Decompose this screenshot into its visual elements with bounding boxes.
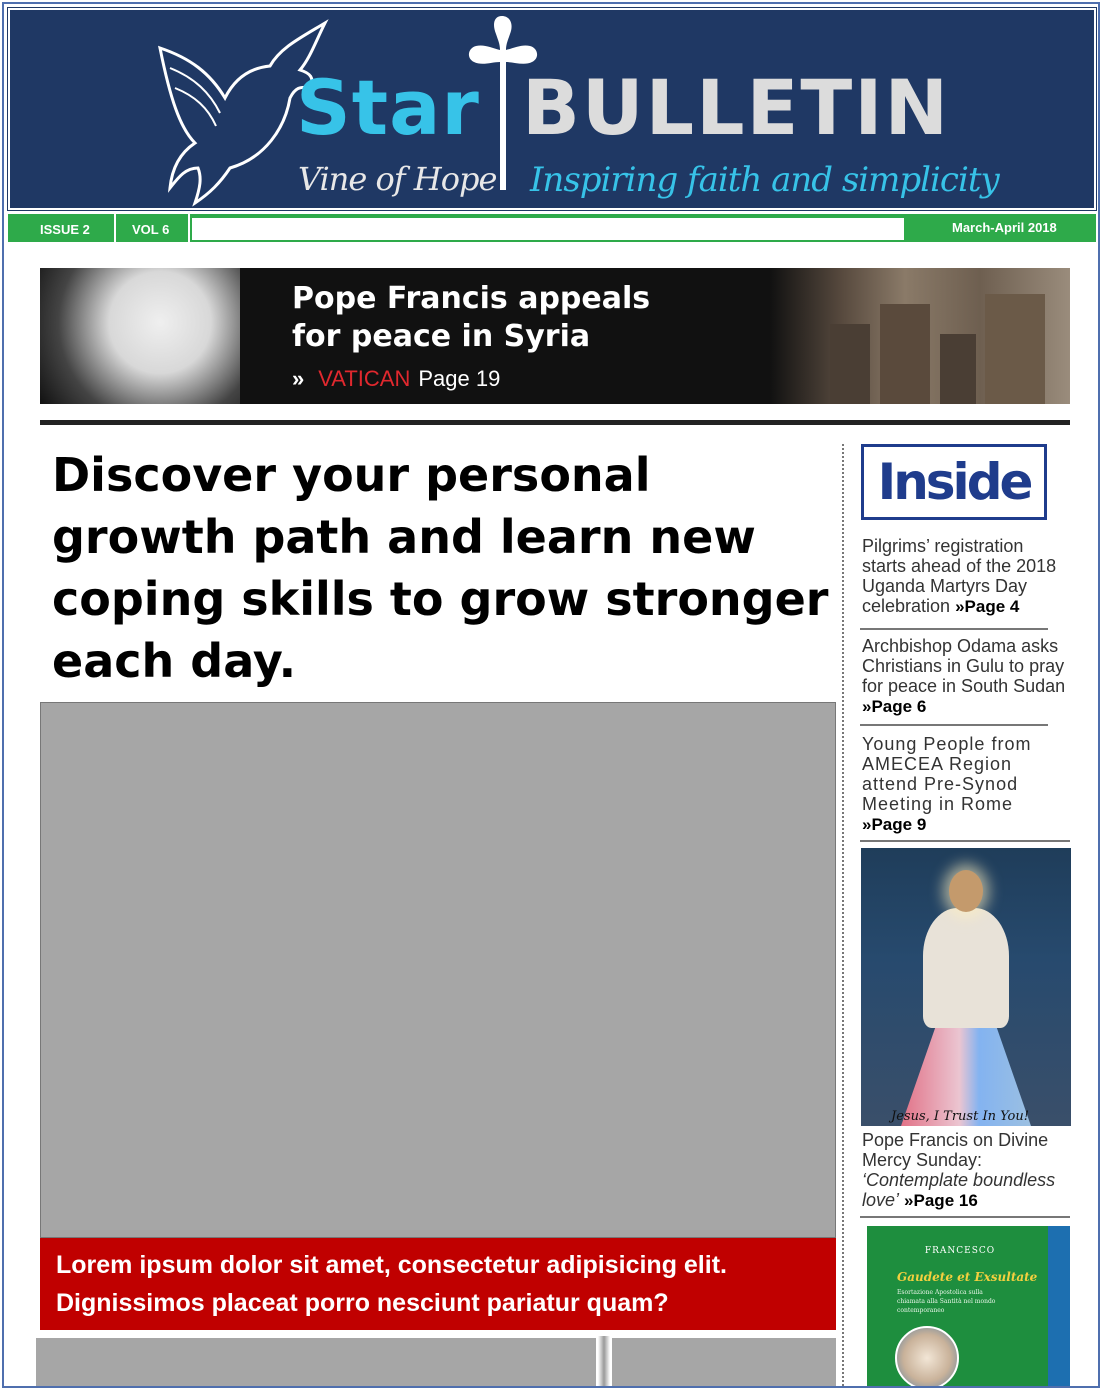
- syria-ruins-photo: [770, 268, 1070, 404]
- brand-bulletin: BULLETIN: [522, 63, 951, 152]
- section-rule: [40, 420, 1070, 425]
- sidebar-item-archbishop[interactable]: Archbishop Odama asks Christians in Gulu to pray for peace in South Sudan »Page 6: [862, 636, 1066, 716]
- main-headline: Discover your personal growth path and learn new coping skills to grow stronger each day.: [52, 448, 829, 688]
- banner-headline: Pope Francis appeals for peace in Syria: [292, 281, 651, 354]
- banner-page-number: Page 19: [418, 366, 501, 391]
- issue-bar: [8, 214, 1096, 242]
- book-author: FRANCESCO: [924, 1246, 996, 1256]
- masthead: [8, 8, 1096, 210]
- issue-divider: [114, 214, 116, 242]
- inside-heading: Inside: [877, 453, 1031, 511]
- issue-number: ISSUE 2: [40, 222, 90, 237]
- book-spine: [1048, 1226, 1070, 1388]
- divine-mercy-image: [861, 848, 1071, 1126]
- sidebar-rule: [860, 724, 1048, 726]
- page-link[interactable]: »Page 16: [904, 1191, 978, 1210]
- banner-section: VATICAN: [318, 366, 411, 391]
- sidebar-rule: [860, 1216, 1070, 1218]
- page-link[interactable]: »Page 9: [862, 815, 927, 834]
- book-cover-image: [867, 1226, 1053, 1388]
- sidebar-item-young-people[interactable]: Young People from AMECEA Region attend Pre-Synod Meeting in Rome »Page 9: [862, 734, 1032, 834]
- issue-date: March-April 2018: [952, 220, 1057, 235]
- banner-page-link[interactable]: [292, 366, 500, 392]
- sidebar-rule: [860, 840, 1070, 842]
- tagline-inspiring: Inspiring faith and simplicity: [530, 160, 999, 200]
- main-photo-placeholder: [40, 702, 836, 1238]
- pope-portrait: [895, 1326, 959, 1388]
- volume-number: VOL 6: [132, 222, 170, 237]
- bottom-photo-placeholder: [36, 1338, 596, 1388]
- double-chevron-icon: »: [292, 366, 305, 391]
- book-title: Gaudete et Exsultate: [897, 1270, 1038, 1284]
- bottom-photo-placeholder: [612, 1338, 836, 1388]
- book-subtitle: Esortazione Apostolica sulla chiamata alla Santità nel mondo contemporaneo: [897, 1289, 996, 1314]
- issue-divider: [188, 214, 190, 242]
- sidebar-item-pilgrims[interactable]: Pilgrims’ registration starts ahead of the 2018 Uganda Martyrs Day celebration »Page 4: [862, 536, 1057, 616]
- page-link[interactable]: »Page 4: [955, 597, 1020, 616]
- page-link[interactable]: »Page 6: [862, 697, 927, 716]
- tagline-vine-of-hope: Vine of Hope: [298, 160, 497, 198]
- pope-praying-photo: [40, 268, 240, 404]
- sidebar-item-divine-mercy[interactable]: Pope Francis on Divine Mercy Sunday: ‘Contemplate boundless love’ »Page 16: [862, 1130, 1056, 1210]
- photo-caption: Lorem ipsum dolor sit amet, consectetur adipisicing elit. Dignissimos placeat porro nesciunt pariatur quam?: [40, 1238, 836, 1330]
- inside-heading-box: [861, 444, 1047, 520]
- sidebar-rule: [860, 628, 1048, 630]
- issue-bar-whitespace: [192, 218, 904, 240]
- column-divider: [598, 1336, 610, 1388]
- image-caption: Jesus, I Trust In You!: [891, 1109, 1029, 1124]
- sidebar-divider: [842, 444, 844, 1388]
- brand-star: Star: [296, 63, 480, 152]
- page-frame: [2, 2, 1100, 1388]
- top-banner[interactable]: [40, 268, 1070, 404]
